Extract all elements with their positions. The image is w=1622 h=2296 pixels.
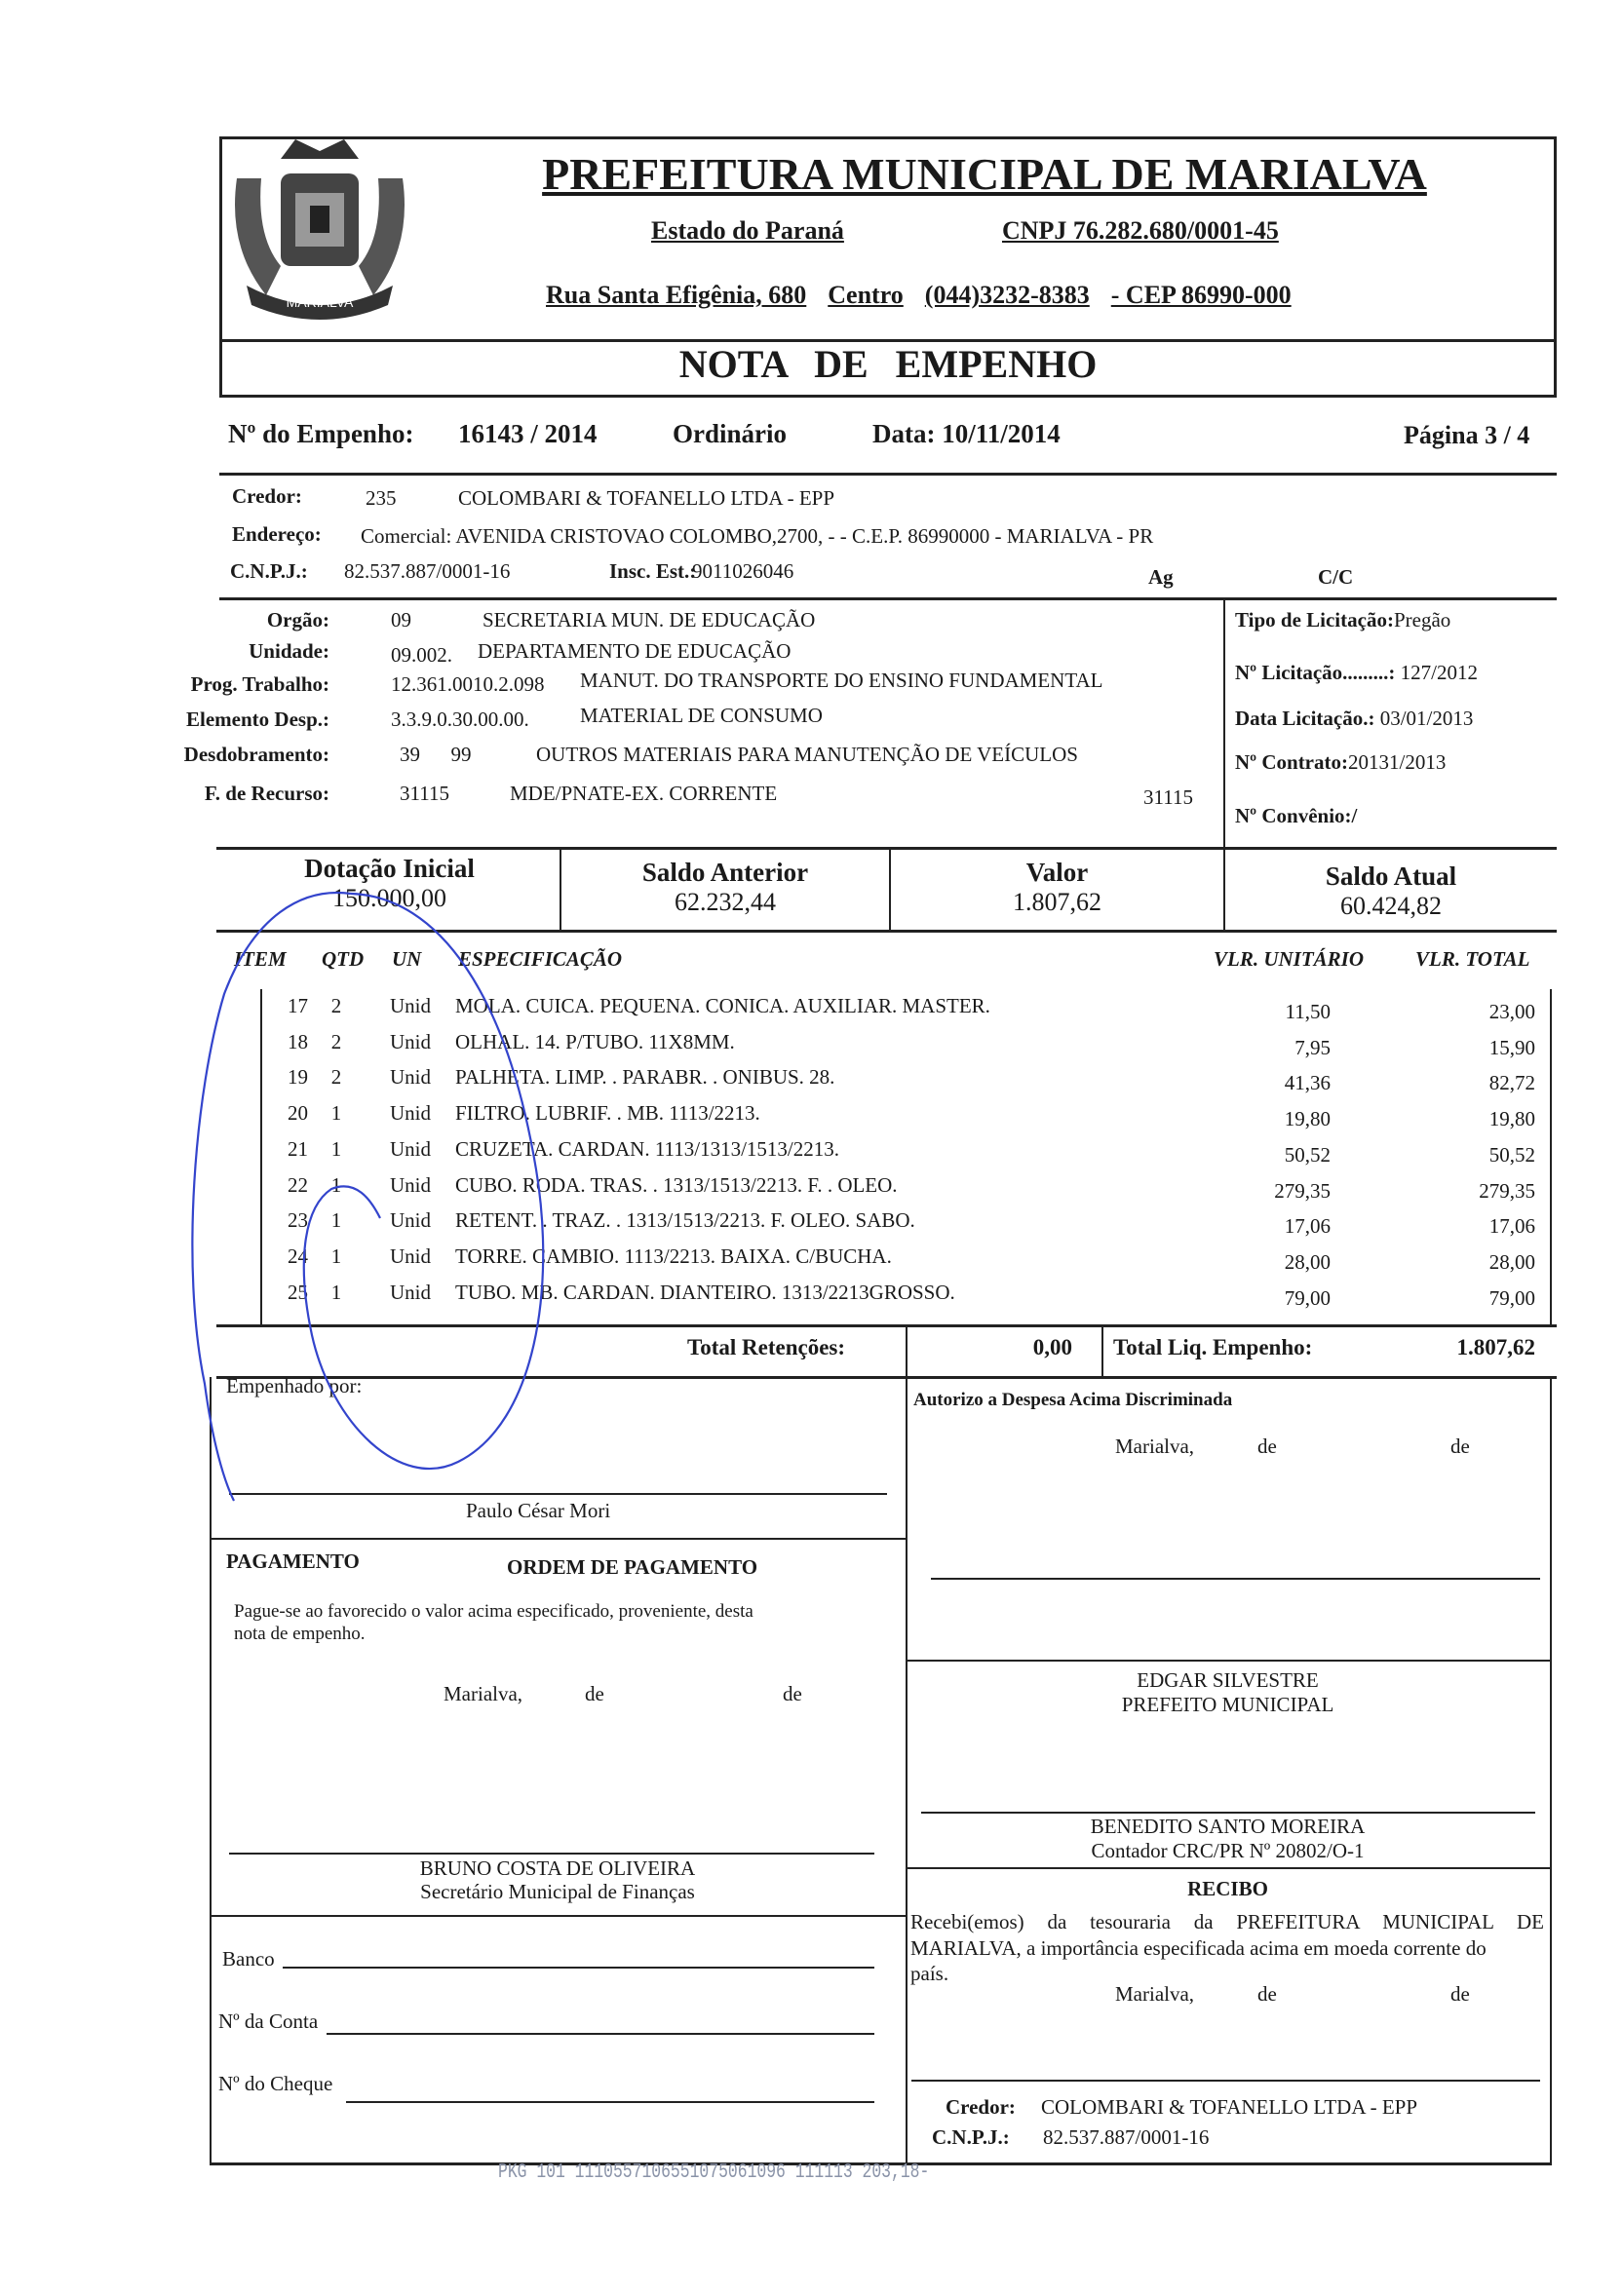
cell-spec: FILTRO. LUBRIF. . MB. 1113/2213. bbox=[455, 1101, 760, 1126]
cell-item: 24 bbox=[288, 1244, 308, 1268]
recibo-credor-label: Credor: bbox=[946, 2095, 1016, 2119]
num-label: Nº Licitação.........: bbox=[1235, 661, 1396, 684]
contador-title: Contador CRC/PR Nº 20802/O-1 bbox=[1091, 1839, 1365, 1862]
autorizo-de-2: de bbox=[1450, 1435, 1470, 1458]
recibo-text-3: país. bbox=[910, 1962, 949, 1985]
balance-value: 62.232,44 bbox=[675, 888, 776, 916]
cell-total: 28,00 bbox=[1488, 1249, 1535, 1274]
credor-address: Comercial: AVENIDA CRISTOVAO COLOMBO,2700, - - C.E.P. 86990000 - MARIALVA - PR bbox=[361, 524, 1154, 548]
ordem-pagamento-heading: ORDEM DE PAGAMENTO bbox=[507, 1555, 758, 1579]
recibo-de-2: de bbox=[1450, 1982, 1470, 2006]
cell-total: 19,80 bbox=[1488, 1107, 1535, 1131]
elemento-desc: MATERIAL DE CONSUMO bbox=[580, 704, 823, 727]
licitacao-tipo bbox=[1235, 608, 1450, 632]
cell-un: Unid bbox=[390, 1280, 431, 1304]
cc-label: C/C bbox=[1318, 565, 1354, 589]
recibo-de: de bbox=[1257, 1982, 1277, 2006]
cell-qtd: 1 bbox=[330, 1280, 342, 1304]
page-title: PREFEITURA MUNICIPAL DE MARIALVA bbox=[542, 149, 1427, 199]
street: Rua Santa Efigênia, 680 bbox=[546, 281, 807, 309]
cell-total: 17,06 bbox=[1488, 1214, 1535, 1239]
cell-un: Unid bbox=[390, 1029, 431, 1053]
recurso-extra: 31115 bbox=[1143, 785, 1193, 809]
cell-item: 23 bbox=[288, 1208, 308, 1233]
prefeito-title: PREFEITO MUNICIPAL bbox=[1121, 1693, 1334, 1716]
cell-item: 21 bbox=[288, 1136, 308, 1161]
cell-unit: 79,00 bbox=[1284, 1285, 1331, 1310]
insc-value: 9011026046 bbox=[692, 559, 794, 583]
prefeito-name: EDGAR SILVESTRE bbox=[1137, 1668, 1319, 1692]
recibo-cnpj-label: C.N.P.J.: bbox=[932, 2125, 1010, 2149]
cheque-field[interactable] bbox=[346, 2101, 874, 2103]
cell-spec: RETENT. . TRAZ. . 1313/1513/2213. F. OLEO. SABO. bbox=[455, 1208, 915, 1233]
cell-qtd: 2 bbox=[330, 1029, 342, 1053]
cell-un: Unid bbox=[390, 1172, 431, 1197]
district: Centro bbox=[828, 281, 904, 309]
pagamento-heading: PAGAMENTO bbox=[226, 1550, 360, 1573]
prog-desc: MANUT. DO TRANSPORTE DO ENSINO FUNDAMENTAL bbox=[580, 669, 1103, 692]
saldo-atual bbox=[1225, 861, 1557, 921]
credor-code: 235 bbox=[366, 486, 397, 510]
cell-unit: 17,06 bbox=[1284, 1214, 1331, 1239]
tipo-label: Tipo de Licitação: bbox=[1235, 608, 1394, 631]
cell-spec: OLHAL. 14. P/TUBO. 11X8MM. bbox=[455, 1029, 735, 1053]
cell-total: 279,35 bbox=[1479, 1178, 1535, 1203]
cell-item: 22 bbox=[288, 1172, 308, 1197]
recibo-text-2: MARIALVA, a importância especificada acima em moeda corrente do bbox=[910, 1936, 1487, 1960]
cell-item: 19 bbox=[288, 1065, 308, 1090]
cell-qtd: 2 bbox=[330, 994, 342, 1017]
empenho-date: Data: 10/11/2014 bbox=[872, 419, 1061, 448]
bank-stamp: PKG 101 1110557106551075061096 111113 203,18- bbox=[498, 2162, 930, 2184]
cell-qtd: 1 bbox=[330, 1136, 342, 1161]
prog-code: 12.361.0010.2.098 bbox=[391, 672, 545, 696]
elemento-code: 3.3.9.0.30.00.00. bbox=[391, 708, 529, 731]
address-label: Endereço: bbox=[232, 522, 322, 546]
cell-total: 23,00 bbox=[1488, 1000, 1535, 1023]
address-line bbox=[546, 281, 1292, 310]
balance-label: Saldo Atual bbox=[1325, 861, 1457, 891]
recibo-credor: COLOMBARI & TOFANELLO LTDA - EPP bbox=[1041, 2095, 1418, 2119]
cell-unit: 7,95 bbox=[1294, 1035, 1331, 1059]
cell-unit: 11,50 bbox=[1285, 1000, 1331, 1023]
balance-label: Dotação Inicial bbox=[304, 854, 475, 883]
cell-item: 17 bbox=[288, 994, 308, 1017]
cell-item: 25 bbox=[288, 1280, 308, 1304]
empenhado-name: Paulo César Mori bbox=[466, 1499, 611, 1522]
cell-qtd: 1 bbox=[330, 1101, 342, 1126]
col-unit: VLR. UNITÁRIO bbox=[1214, 947, 1365, 971]
total-retencoes-value: 0,00 bbox=[1032, 1335, 1072, 1359]
ag-label: Ag bbox=[1148, 565, 1174, 589]
cell-spec: TORRE. CAMBIO. 1113/2213. BAIXA. C/BUCHA. bbox=[455, 1244, 892, 1268]
contador-name: BENEDITO SANTO MOREIRA bbox=[1090, 1815, 1366, 1838]
num-value: 127/2012 bbox=[1400, 661, 1478, 684]
empenho-label: Nº do Empenho: bbox=[228, 419, 414, 448]
recibo-text-1: Recebi(emos) da tesouraria da PREFEITURA MUNICIPAL DE bbox=[910, 1910, 1544, 1933]
credor-label: Credor: bbox=[232, 484, 302, 508]
recibo-heading: RECIBO bbox=[1187, 1877, 1268, 1900]
convenio: Nº Convênio:/ bbox=[1235, 804, 1358, 827]
cell-spec: CUBO. RODA. TRAS. . 1313/1513/2213. F. . OLEO. bbox=[455, 1172, 898, 1197]
cell-unit: 28,00 bbox=[1284, 1249, 1331, 1274]
balance-value: 1.807,62 bbox=[1013, 888, 1101, 916]
banco-field[interactable] bbox=[283, 1967, 874, 1969]
contrato-label: Nº Contrato: bbox=[1235, 750, 1348, 774]
contrato bbox=[1235, 750, 1446, 775]
document-title: NOTA DE EMPENHO bbox=[678, 342, 1098, 386]
cell-total: 82,72 bbox=[1488, 1071, 1535, 1095]
banco-label: Banco bbox=[222, 1947, 275, 1971]
handwritten-signature bbox=[185, 877, 770, 1559]
licitacao-num bbox=[1235, 661, 1478, 685]
logo-text: MARIALVA bbox=[286, 294, 354, 310]
autorizo-heading: Autorizo a Despesa Acima Discriminada bbox=[913, 1390, 1233, 1410]
empenho-number: 16143 / 2014 bbox=[458, 419, 598, 448]
cell-qtd: 1 bbox=[330, 1244, 342, 1268]
cnpj: CNPJ 76.282.680/0001-45 bbox=[1002, 216, 1279, 245]
cell-total: 50,52 bbox=[1488, 1142, 1535, 1167]
cell-spec: MOLA. CUICA. PEQUENA. CONICA. AUXILIAR. MASTER. bbox=[455, 994, 990, 1017]
empenhado-label: Empenhado por: bbox=[226, 1374, 363, 1397]
col-un: UN bbox=[392, 947, 422, 971]
desdobramento-desc: OUTROS MATERIAIS PARA MANUTENÇÃO DE VEÍCULOS bbox=[536, 743, 1078, 766]
phone: (044)3232-8383 bbox=[924, 281, 1090, 309]
credor-cnpj: 82.537.887/0001-16 bbox=[344, 559, 511, 583]
orgao-label: Orgão: bbox=[266, 608, 329, 631]
cell-un: Unid bbox=[390, 1244, 431, 1268]
conta-label: Nº da Conta bbox=[218, 2009, 319, 2033]
licitacao-data bbox=[1235, 707, 1473, 731]
unidade-code: 09.002. bbox=[391, 643, 452, 667]
secretario-title: Secretário Municipal de Finanças bbox=[420, 1880, 695, 1903]
col-total: VLR. TOTAL bbox=[1415, 947, 1530, 971]
pagamento-de-2: de bbox=[783, 1682, 802, 1705]
tipo-value: Pregão bbox=[1393, 608, 1451, 631]
prog-label: Prog. Trabalho: bbox=[190, 672, 329, 696]
desdobramento-code: 39 99 bbox=[400, 743, 472, 766]
col-item: ITEM bbox=[234, 947, 287, 971]
cell-spec: CRUZETA. CARDAN. 1113/1313/1513/2213. bbox=[455, 1136, 840, 1161]
cep: - CEP 86990-000 bbox=[1110, 281, 1292, 309]
cell-un: Unid bbox=[390, 1101, 431, 1126]
secretario-name: BRUNO COSTA DE OLIVEIRA bbox=[419, 1856, 696, 1880]
recurso-code: 31115 bbox=[400, 782, 449, 805]
balance-label: Valor bbox=[1025, 858, 1089, 887]
total-liq-label: Total Liq. Empenho: bbox=[1113, 1335, 1313, 1359]
elemento-label: Elemento Desp.: bbox=[186, 708, 329, 731]
data-label: Data Licitação.: bbox=[1235, 707, 1375, 730]
total-liq-value: 1.807,62 bbox=[1456, 1335, 1535, 1359]
autorizo-de: de bbox=[1257, 1435, 1277, 1458]
insc-label: Insc. Est.: bbox=[609, 559, 697, 583]
state: Estado do Paraná bbox=[651, 216, 844, 245]
cell-un: Unid bbox=[390, 1065, 431, 1090]
pague-text: Pague-se ao favorecido o valor acima especificado, proveniente, desta bbox=[234, 1601, 753, 1622]
balance-value: 150.000,00 bbox=[332, 884, 446, 912]
empenho-type: Ordinário bbox=[673, 419, 788, 448]
cnpj-label: C.N.P.J.: bbox=[230, 559, 308, 583]
municipal-coat-of-arms-logo bbox=[227, 139, 412, 330]
desdobramento-label: Desdobramento: bbox=[183, 743, 329, 766]
cell-unit: 41,36 bbox=[1284, 1071, 1331, 1095]
unidade-desc: DEPARTAMENTO DE EDUCAÇÃO bbox=[478, 639, 792, 663]
cell-total: 79,00 bbox=[1488, 1285, 1535, 1310]
contrato-value: 20131/2013 bbox=[1348, 750, 1447, 774]
cell-unit: 50,52 bbox=[1284, 1142, 1331, 1167]
total-retencoes-label: Total Retenções: bbox=[687, 1335, 846, 1359]
recibo-cnpj: 82.537.887/0001-16 bbox=[1043, 2125, 1210, 2149]
cell-qtd: 1 bbox=[330, 1172, 342, 1197]
cell-un: Unid bbox=[390, 994, 431, 1017]
cell-spec: TUBO. MB. CARDAN. DIANTEIRO. 1313/2213GROSSO. bbox=[455, 1280, 955, 1304]
cell-item: 20 bbox=[288, 1101, 308, 1126]
data-value: 03/01/2013 bbox=[1379, 707, 1474, 730]
recurso-desc: MDE/PNATE-EX. CORRENTE bbox=[510, 782, 778, 805]
balance-value: 60.424,82 bbox=[1340, 892, 1442, 920]
cell-total: 15,90 bbox=[1488, 1035, 1535, 1059]
recibo-city: Marialva, bbox=[1115, 1982, 1195, 2006]
credor-name: COLOMBARI & TOFANELLO LTDA - EPP bbox=[458, 486, 835, 510]
recurso-label: F. de Recurso: bbox=[204, 782, 329, 805]
pague-text-2: nota de empenho. bbox=[234, 1624, 366, 1644]
cell-qtd: 2 bbox=[330, 1065, 342, 1090]
autorizo-city: Marialva, bbox=[1115, 1435, 1195, 1458]
cheque-label: Nº do Cheque bbox=[218, 2072, 333, 2095]
cell-qtd: 1 bbox=[330, 1208, 342, 1233]
cell-spec: PALHETA. LIMP. . PARABR. . ONIBUS. 28. bbox=[455, 1065, 835, 1090]
col-qtd: QTD bbox=[322, 947, 365, 971]
cell-un: Unid bbox=[390, 1208, 431, 1233]
unidade-label: Unidade: bbox=[249, 639, 329, 663]
cell-item: 18 bbox=[288, 1029, 308, 1053]
orgao-desc: SECRETARIA MUN. DE EDUCAÇÃO bbox=[483, 608, 816, 631]
cell-unit: 19,80 bbox=[1284, 1107, 1331, 1131]
cell-un: Unid bbox=[390, 1136, 431, 1161]
page-number: Página 3 / 4 bbox=[1404, 421, 1530, 449]
cell-unit: 279,35 bbox=[1274, 1178, 1331, 1203]
pagamento-city: Marialva, bbox=[444, 1682, 523, 1705]
balance-label: Saldo Anterior bbox=[641, 858, 809, 887]
col-spec: ESPECIFICAÇÃO bbox=[458, 947, 623, 971]
orgao-code: 09 bbox=[391, 608, 411, 631]
valor bbox=[891, 858, 1223, 917]
pagamento-de: de bbox=[585, 1682, 604, 1705]
conta-field[interactable] bbox=[327, 2033, 874, 2035]
